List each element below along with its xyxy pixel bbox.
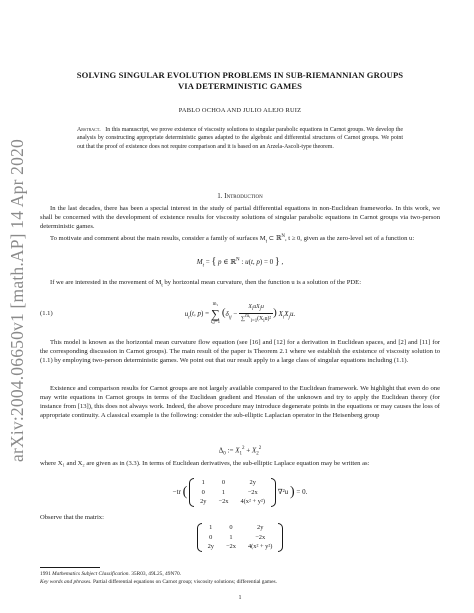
intro-paragraph-6: where X₁ and X₂ are given as in (3.3). In terms of Euclidean derivatives, the sub-elliptic Laplace equation may be written as: bbox=[40, 460, 370, 467]
authors: PABLO OCHOA AND JULIO ALEJO RUIZ bbox=[178, 107, 302, 114]
footnote-msc: 1991 Mathematics Subject Classification. 35R03, 49L25, 49N70. bbox=[40, 571, 182, 577]
page-number: 1 bbox=[238, 595, 242, 601]
intro-paragraph-3: If we are interested in the movement of $M_t$ by horizontal mean curvature, then the function u is a solution of the PDE: bbox=[50, 279, 362, 289]
laplace-matrix-equation: −tr ( 1 0 2y 0 1 −2x 2y −2x 4(x² + y²) ∇²u ) = 0. bbox=[172, 479, 308, 505]
section-heading: 1. Introduction bbox=[217, 192, 263, 200]
abstract-label: Abstract. bbox=[77, 127, 101, 133]
laplacian-equation: $\Delta_0$ := $X_1^2 + X_2^2$ bbox=[218, 446, 262, 457]
matrix-2: 1 0 2y 0 1 −2x 2y −2x 4(x² + y²) bbox=[197, 523, 284, 552]
pde-equation: (1.1) $u_t(t$, p) = m₁ ∑ i,j=1 ($\delta_{ij}$ − $\frac{X_iuX_ju}{\sum^{m_1}_{l=1}(X_lu)^2}$ ) $X_iX_ju$. bbox=[40, 302, 296, 325]
intro-paragraph-4: This model is known as the horizontal mean curvature flow equation (see [16] and [12] for a derivation in Euclidean spaces, and [2] and [11] for the corresponding discussion in Carnot groups). The main result of the paper is Theorem 2.1 where we establish the existence of viscosity solution to (1.1) by employing two-person deterministic games. We point out that our result apply to a large class of singular equations including (1.1). bbox=[40, 339, 440, 364]
intro-paragraph-1: In the last decades, there has been a special interest in the study of partial differential equations in non-Euclidean frameworks. In this work, we shall be concerned with the development of existence results for viscosity solutions of singular parabolic equations in Carnot groups via two-person deterministic games. bbox=[40, 205, 440, 230]
footnote-keywords: Key words and phrases. Partial differential equations on Carnot group; viscosity solutions; differential games. bbox=[40, 579, 277, 585]
abstract-text: In this manuscript, we prove existence of viscosity solutions to singular parabolic equations in Carnot groups. We develop the analysis by constructing appropriate deterministic games adapted to the algebraic and differential structures of Carnot groups. We point out that the proof of existence does not require comparison and it is based on an Arzela-Ascoli-type theorem. bbox=[77, 127, 403, 150]
paper-page bbox=[40, 0, 440, 613]
matrix-equation bbox=[40, 523, 440, 557]
arxiv-side-stamp bbox=[2, 40, 32, 560]
arxiv-identifier: arXiv:2004.06650v1 [math.AP] 14 Apr 2020 bbox=[6, 138, 27, 462]
equation-number: (1.1) bbox=[40, 310, 53, 317]
footnote-rule bbox=[40, 567, 100, 568]
abstract bbox=[77, 126, 403, 151]
matrix-1: 1 0 2y 0 1 −2x 2y −2x 4(x² + y²) bbox=[189, 478, 276, 507]
paper-title bbox=[40, 70, 440, 92]
intro-paragraph-7: Observe that the matrix: bbox=[40, 514, 104, 521]
surface-equation: $M_t$ = { p ∈ ℝ$^N$ : u(t, p) = 0 } , bbox=[196, 256, 284, 269]
title-line-1: SOLVING SINGULAR EVOLUTION PROBLEMS IN SUB-RIEMANNIAN GROUPS bbox=[76, 70, 404, 80]
title-line-2: VIA DETERMINISTIC GAMES bbox=[177, 81, 303, 91]
intro-paragraph-2: To motivate and comment about the main results, consider a family of surfaces $M_t$ ⊂ ℝ$^N$, t ≥ 0, given as the zero-level set of a function u: bbox=[50, 234, 415, 245]
intro-paragraph-5: Existence and comparison results for Carnot groups are not largely available compared to the Euclidean framework. We highlight that even do one may write equations in Carnot groups in terms of the Euclidean gradient and Hessian of the unknown and try to apply the Euclidean theory (for instance from [13]), this does not always work. Indeed, the above procedure may introduce degenerate points in the equations or may causes the loss of appropriate continuity. A classical example is the following: consider the sub-elliptic Laplacian operator in the Heisenberg group bbox=[40, 385, 440, 419]
